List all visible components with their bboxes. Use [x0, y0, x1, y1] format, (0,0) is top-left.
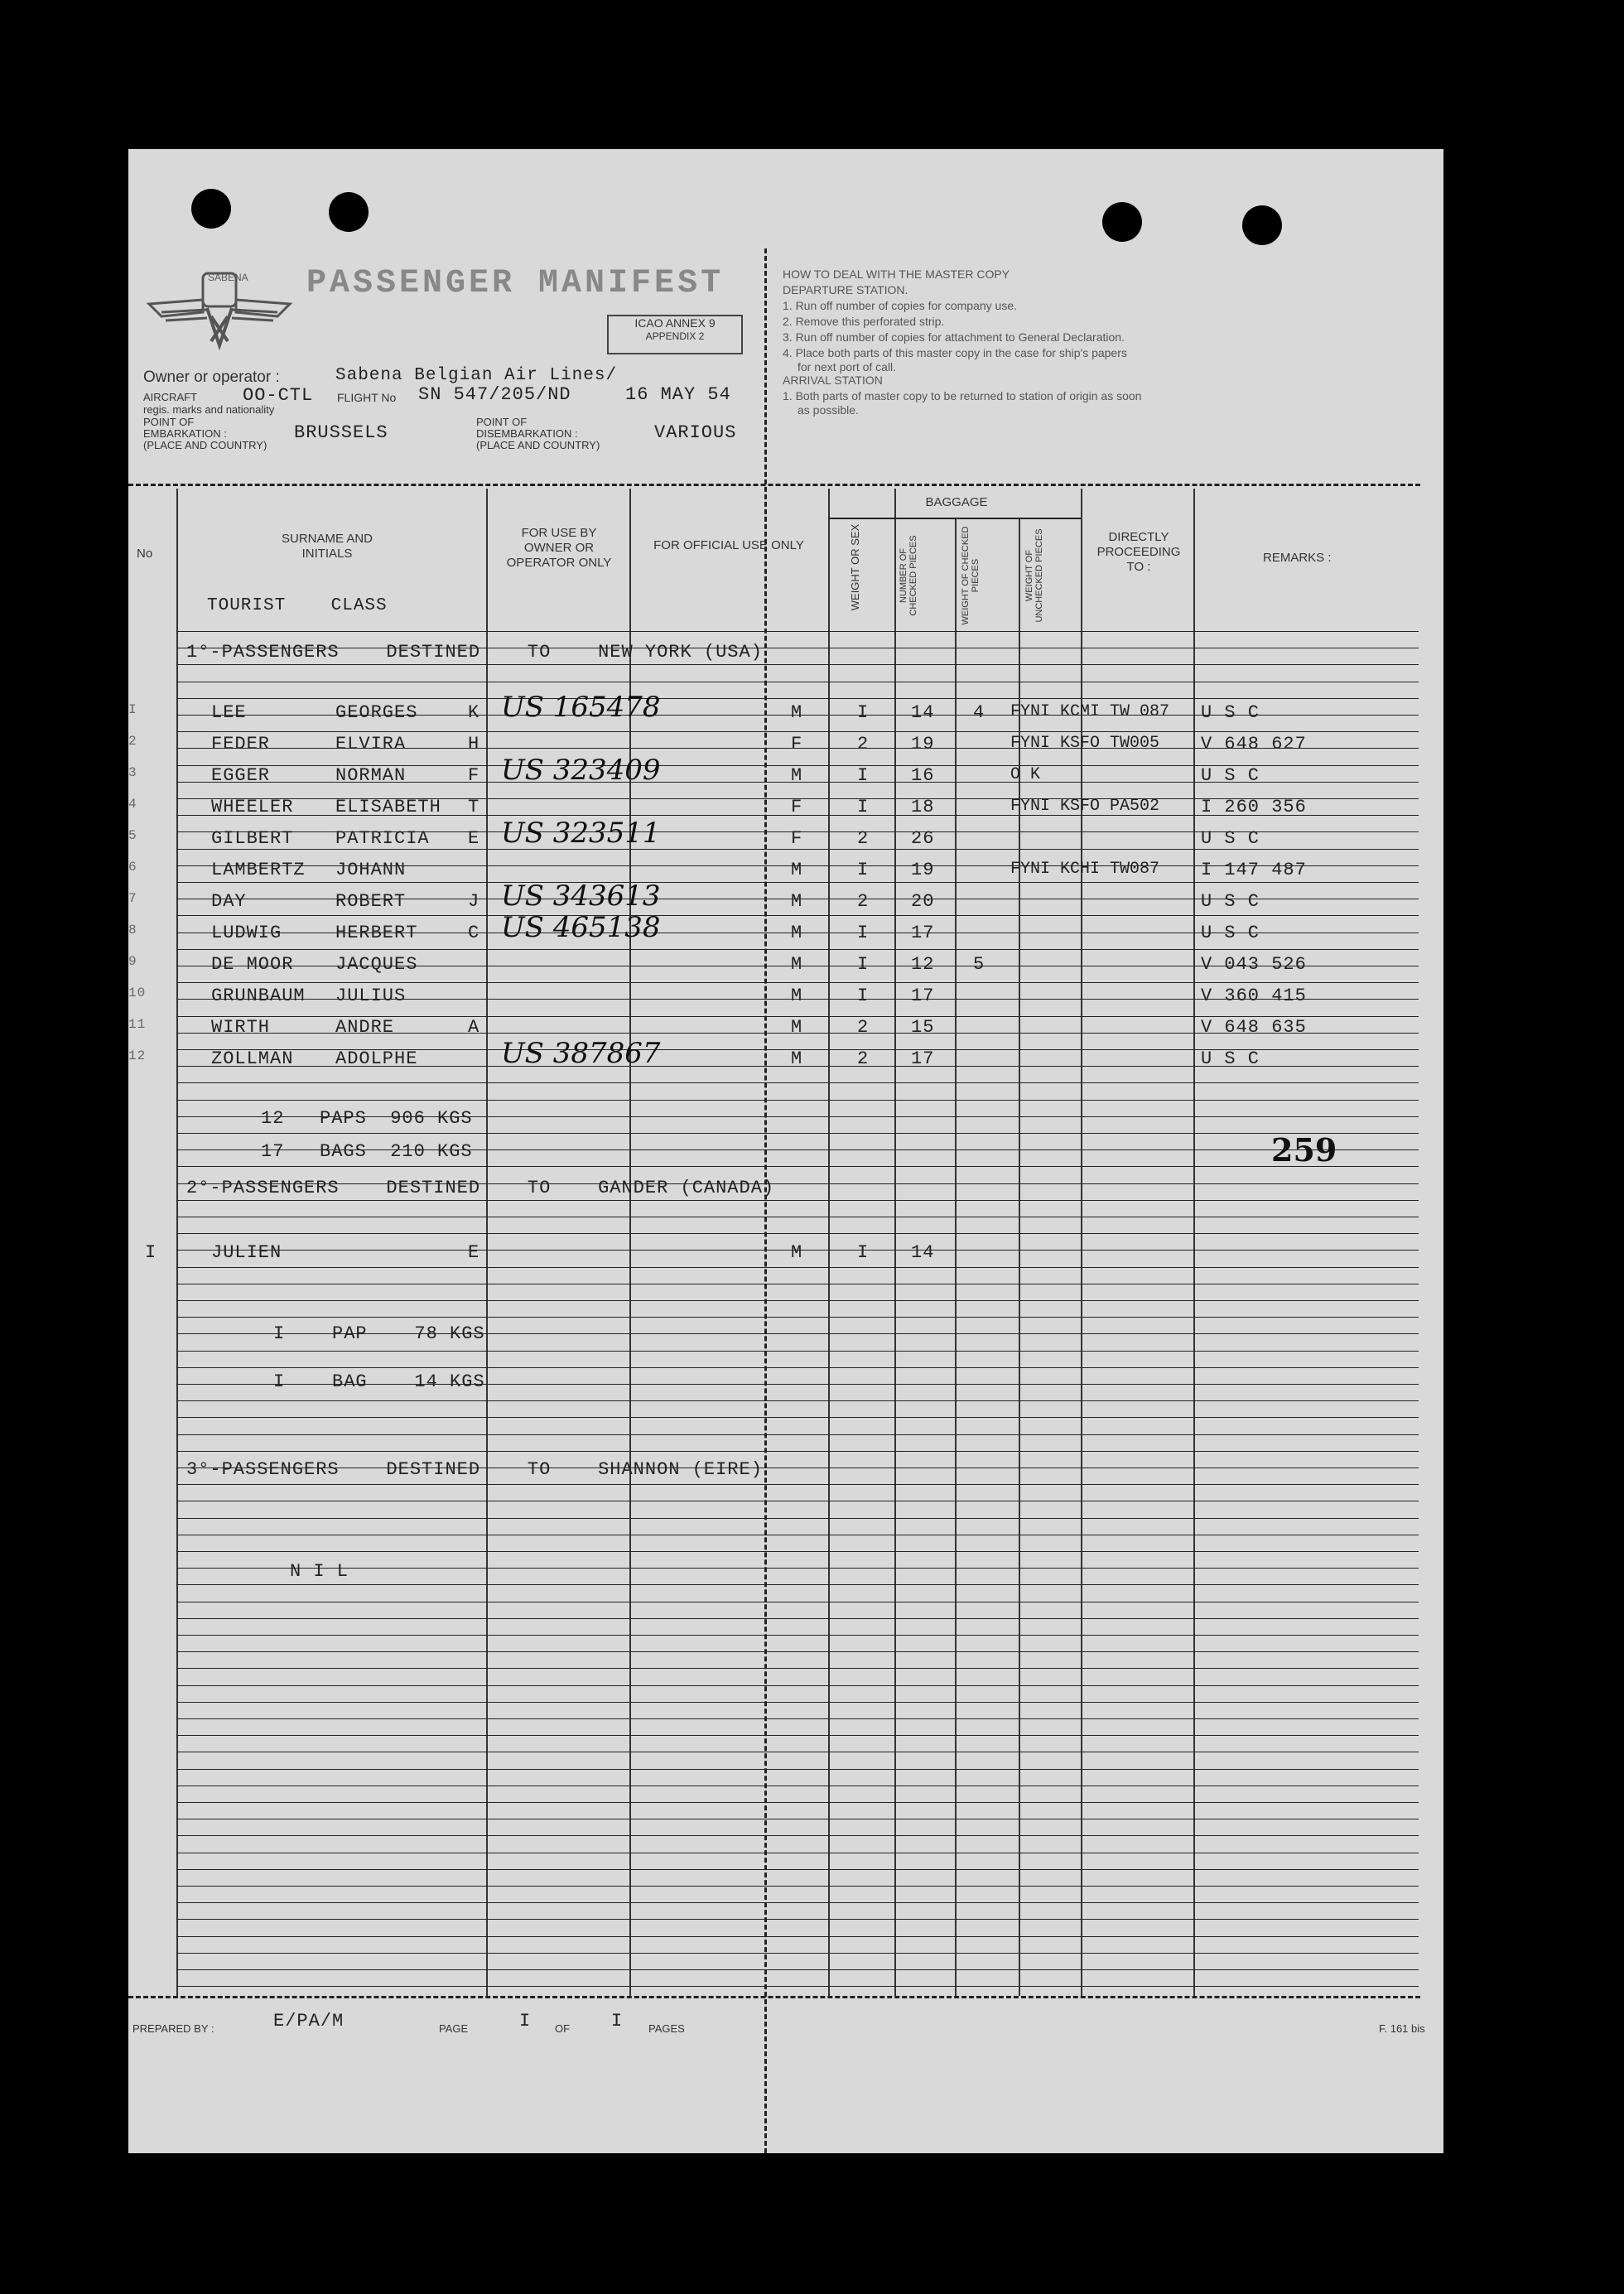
ruled-line [176, 982, 1419, 983]
passenger-sex: F [791, 797, 803, 817]
aircraft-label: AIRCRAFT [143, 391, 197, 403]
passenger-no: 3 [128, 765, 137, 780]
passenger-firstname: JACQUES [335, 954, 418, 975]
passenger-visa: US 343613 [501, 880, 661, 913]
ruled-line [176, 698, 1419, 699]
embark-label1: POINT OF [143, 416, 195, 428]
manifest-sheet [128, 149, 1443, 2153]
passenger-weight: 26 [911, 828, 935, 849]
gander-no: I [145, 1242, 157, 1263]
passenger-weight: 17 [911, 923, 935, 943]
page-label: PAGE [439, 2022, 469, 2035]
ruled-line [176, 1969, 1419, 1970]
passenger-proceeding: O K [1010, 765, 1041, 784]
col-owner-use: FOR USE BY OWNER OR OPERATOR ONLY [506, 526, 612, 570]
ruled-line [176, 1936, 1419, 1937]
passenger-pieces: I [857, 954, 870, 975]
instruction-a1b: as possible. [798, 403, 859, 417]
total-paps-gander: I PAP 78 KGS [273, 1323, 485, 1344]
ruled-line [176, 1718, 1419, 1719]
ruled-line [176, 1133, 1419, 1134]
passenger-pieces: 2 [857, 1048, 870, 1069]
col-line [955, 518, 957, 1996]
ruled-line [176, 1702, 1419, 1703]
passenger-pieces: 2 [857, 891, 870, 912]
passenger-sex: M [791, 923, 803, 943]
passenger-visa: US 323409 [501, 754, 661, 787]
passenger-surname: WHEELER [211, 797, 294, 817]
passenger-firstname: ELVIRA [335, 734, 407, 754]
ruled-line [176, 1902, 1419, 1903]
passenger-weight: 17 [911, 986, 935, 1006]
embark-sub: (PLACE AND COUNTRY) [143, 439, 267, 451]
flight-label: FLIGHT No [337, 391, 397, 404]
passenger-sex: M [791, 702, 803, 723]
ruled-line [176, 1568, 1419, 1569]
shannon-nil: N I L [290, 1561, 349, 1582]
ruled-line [176, 1835, 1419, 1836]
ruled-line [176, 1082, 1419, 1083]
logo-text: SABENA [208, 272, 248, 283]
ruled-line [176, 1668, 1419, 1669]
passenger-remarks: U S C [1201, 891, 1260, 912]
ruled-line [176, 1886, 1419, 1887]
col-class: TOURIST CLASS [207, 596, 388, 615]
passenger-no: 6 [128, 860, 137, 875]
owner-label: Owner or operator : [143, 369, 280, 386]
passenger-remarks: U S C [1201, 923, 1260, 943]
ruled-line [176, 1551, 1419, 1552]
passenger-surname: LUDWIG [211, 923, 282, 943]
passenger-surname: FEDER [211, 734, 271, 754]
passenger-initial: T [468, 797, 480, 817]
baggage-underline [828, 518, 1081, 519]
flight-date: 16 MAY 54 [625, 384, 731, 405]
ruled-line [176, 1685, 1419, 1686]
icao-line1: ICAO ANNEX 9 [634, 316, 716, 330]
passenger-unchecked: 5 [973, 954, 985, 975]
disembark-value: VARIOUS [654, 422, 737, 443]
instruction-d2: 2. Remove this perforated strip. [783, 315, 945, 328]
passenger-surname: DAY [211, 891, 247, 912]
instructions-block [783, 267, 1313, 416]
ruled-line [176, 1618, 1419, 1619]
passenger-remarks: U S C [1201, 828, 1260, 849]
punch-hole [191, 189, 231, 229]
ruled-line [176, 664, 1419, 665]
form-code: F. 161 bis [1379, 2022, 1425, 2035]
perforation-bottom [128, 1996, 1420, 1998]
flight-value: SN 547/205/ND [418, 384, 571, 405]
col-official-use: FOR OFFICIAL USE ONLY [653, 538, 804, 552]
passenger-firstname: JOHANN [335, 860, 407, 880]
col-remarks: REMARKS : [1263, 551, 1332, 565]
passenger-no: 4 [128, 797, 137, 812]
passenger-weight: 16 [911, 765, 935, 786]
passenger-remarks: I 260 356 [1201, 797, 1307, 817]
total-paps-ny: 12 PAPS 906 KGS [261, 1108, 473, 1129]
ruled-line [176, 949, 1419, 950]
ruled-line [176, 1100, 1419, 1101]
ruled-line [176, 1200, 1419, 1201]
ruled-line [176, 1300, 1419, 1301]
passenger-remarks: V 360 415 [1201, 986, 1307, 1006]
col-no: No [137, 547, 153, 561]
passenger-initial: H [468, 734, 480, 754]
passenger-remarks: V 648 635 [1201, 1017, 1307, 1038]
passenger-no: 8 [128, 923, 137, 937]
passenger-no: 9 [128, 954, 137, 969]
passenger-proceeding: FYNI KSFO TW005 [1010, 734, 1160, 753]
page-stamp: 259 [1271, 1131, 1337, 1169]
ruled-line [176, 1986, 1419, 1987]
aircraft-sub: regis. marks and nationality [143, 403, 275, 416]
passenger-sex: M [791, 765, 803, 786]
passenger-proceeding: FYNI KCHI TW087 [1010, 860, 1160, 879]
ruled-line [176, 1400, 1419, 1401]
disembark-label2: DISEMBARKATION : [476, 427, 578, 440]
embark-value: BRUSSELS [294, 422, 388, 443]
passenger-weight: 18 [911, 797, 935, 817]
passenger-visa: US 387867 [501, 1037, 661, 1070]
passenger-remarks: U S C [1201, 702, 1260, 723]
col-wt-checked: WEIGHT OF CHECKED PIECES [961, 526, 981, 625]
ruled-line [176, 1434, 1419, 1435]
passenger-pieces: I [857, 986, 870, 1006]
col-num-checked: NUMBER OF CHECKED PIECES [899, 535, 918, 616]
ruled-line [176, 1351, 1419, 1352]
section-shannon: 3°-PASSENGERS DESTINED TO SHANNON (EIRE) [186, 1459, 763, 1480]
passenger-pieces: I [857, 797, 870, 817]
instruction-d3: 3. Run off number of copies for attachment to General Declaration. [783, 330, 1125, 344]
gander-surname: JULIEN [211, 1242, 282, 1263]
total-bags-gander: I BAG 14 KGS [273, 1371, 485, 1392]
ruled-line [176, 915, 1419, 916]
passenger-remarks: U S C [1201, 765, 1260, 786]
passenger-firstname: ADOLPHE [335, 1048, 418, 1069]
ruled-line [176, 1869, 1419, 1870]
passenger-weight: 12 [911, 954, 935, 975]
ruled-line [176, 882, 1419, 883]
ruled-line [176, 1367, 1419, 1368]
passenger-no: 11 [128, 1017, 147, 1032]
instruction-d4a: 4. Place both parts of this master copy in the case for ship's papers [783, 346, 1127, 359]
ruled-line [176, 1735, 1419, 1736]
instruction-d4b: for next port of call. [798, 360, 897, 373]
col-directly: DIRECTLY PROCEEDING TO : [1096, 530, 1181, 574]
icao-box [607, 315, 743, 354]
ruled-line [176, 1802, 1419, 1803]
icao-line2: APPENDIX 2 [645, 330, 705, 342]
passenger-sex: M [791, 891, 803, 912]
passenger-firstname: ROBERT [335, 891, 407, 912]
passenger-firstname: ELISABETH [335, 797, 441, 817]
ruled-line [176, 731, 1419, 732]
pages-label: PAGES [648, 2022, 685, 2035]
passenger-weight: 20 [911, 891, 935, 912]
passenger-sex: M [791, 986, 803, 1006]
ruled-line [176, 1651, 1419, 1652]
passenger-sex: M [791, 1048, 803, 1069]
passenger-initial: K [468, 702, 480, 723]
passenger-sex: M [791, 860, 803, 880]
passenger-pieces: 2 [857, 1017, 870, 1038]
col-baggage: BAGGAGE [925, 495, 988, 509]
passenger-surname: GRUNBAUM [211, 986, 306, 1006]
ruled-line [176, 1769, 1419, 1770]
ruled-line [176, 1919, 1419, 1920]
passenger-sex: M [791, 1017, 803, 1038]
passenger-sex: M [791, 954, 803, 975]
passenger-no: 10 [128, 986, 147, 1000]
passenger-surname: ZOLLMAN [211, 1048, 294, 1069]
col-surname: SURNAME AND INITIALS [281, 532, 373, 561]
ruled-line [176, 1317, 1419, 1318]
col-weight-sex: WEIGHT OR SEX [849, 523, 861, 611]
passenger-firstname: PATRICIA [335, 828, 430, 849]
perforation-vertical [764, 248, 767, 2153]
ruled-line [176, 1953, 1419, 1954]
embark-label2: EMBARKATION : [143, 427, 227, 440]
passenger-weight: 15 [911, 1017, 935, 1038]
punch-hole [329, 192, 369, 232]
passenger-initial: C [468, 923, 480, 943]
passenger-remarks: U S C [1201, 1048, 1260, 1069]
gander-pieces: I [857, 1242, 870, 1263]
perforation-horizontal [128, 484, 1420, 486]
ruled-line [176, 1233, 1419, 1234]
punch-hole [1242, 205, 1282, 245]
of-label: OF [555, 2022, 571, 2035]
passenger-surname: GILBERT [211, 828, 294, 849]
prepared-value: E/PA/M [273, 2011, 345, 2031]
instructions-title: HOW TO DEAL WITH THE MASTER COPY [783, 267, 1010, 281]
passenger-surname: DE MOOR [211, 954, 294, 975]
passenger-proceeding: FYNI KCMI TW 087 [1010, 702, 1170, 721]
passenger-surname: LAMBERTZ [211, 860, 306, 880]
section-gander: 2°-PASSENGERS DESTINED TO GANDER (CANADA) [186, 1178, 775, 1198]
passenger-pieces: I [857, 923, 870, 943]
ruled-line [176, 1417, 1419, 1418]
total-bags-ny: 17 BAGS 210 KGS [261, 1141, 473, 1162]
form-title: PASSENGER MANIFEST [306, 265, 725, 302]
passenger-weight: 19 [911, 860, 935, 880]
page-value: I [519, 2011, 532, 2031]
disembark-sub: (PLACE AND COUNTRY) [476, 439, 600, 451]
passenger-initial: E [468, 828, 480, 849]
gander-weight: 14 [911, 1242, 935, 1263]
ruled-line [176, 1267, 1419, 1268]
departure-label: DEPARTURE STATION. [783, 283, 908, 296]
ruled-line [176, 1166, 1419, 1167]
prepared-label: PREPARED BY : [133, 2022, 214, 2035]
punch-hole [1102, 202, 1142, 242]
instruction-a1a: 1. Both parts of master copy to be returned to station of origin as soon [783, 389, 1142, 402]
passenger-pieces: 2 [857, 828, 870, 849]
passenger-weight: 17 [911, 1048, 935, 1069]
passenger-proceeding: FYNI KSFO PA502 [1010, 797, 1160, 816]
passenger-no: I [128, 702, 137, 717]
col-wt-unchecked: WEIGHT OF UNCHECKED PIECES [1024, 528, 1044, 623]
passenger-pieces: I [857, 765, 870, 786]
passenger-sex: F [791, 828, 803, 849]
ruled-line [176, 1484, 1419, 1485]
passenger-initial: A [468, 1017, 480, 1038]
passenger-unchecked: 4 [973, 702, 985, 723]
passenger-firstname: JULIUS [335, 986, 407, 1006]
passenger-visa: US 323511 [501, 817, 661, 850]
owner-value: Sabena Belgian Air Lines/ [335, 366, 618, 385]
passenger-remarks: V 648 627 [1201, 734, 1307, 754]
ruled-line [176, 1584, 1419, 1585]
passenger-visa: US 465138 [501, 911, 661, 944]
passenger-firstname: ANDRE [335, 1017, 395, 1038]
passenger-firstname: NORMAN [335, 765, 407, 786]
instruction-d1: 1. Run off number of copies for company use. [783, 299, 1018, 312]
passenger-no: 7 [128, 891, 137, 906]
of-value: I [611, 2011, 624, 2031]
arrival-label: ARRIVAL STATION [783, 373, 883, 387]
ruled-line [176, 1635, 1419, 1636]
ruled-line [176, 631, 1419, 632]
ruled-line [176, 849, 1419, 850]
passenger-no: 5 [128, 828, 137, 843]
passenger-surname: EGGER [211, 765, 271, 786]
section-new-york: 1°-PASSENGERS DESTINED TO NEW YORK (USA) [186, 642, 763, 663]
passenger-initial: J [468, 891, 480, 912]
aircraft-value: OO-CTL [243, 385, 314, 406]
passenger-surname: LEE [211, 702, 247, 723]
passenger-weight: 14 [911, 702, 935, 723]
passenger-firstname: GEORGES [335, 702, 418, 723]
passenger-weight: 19 [911, 734, 935, 754]
gander-init: E [468, 1242, 480, 1263]
passenger-no: 2 [128, 734, 137, 749]
passenger-remarks: I 147 487 [1201, 860, 1307, 880]
disembark-label1: POINT OF [476, 416, 528, 428]
passenger-pieces: 2 [857, 734, 870, 754]
passenger-visa: US 165478 [501, 691, 661, 724]
ruled-line [176, 1451, 1419, 1452]
passenger-sex: F [791, 734, 803, 754]
ruled-line [176, 1518, 1419, 1519]
passenger-remarks: V 043 526 [1201, 954, 1307, 975]
passenger-initial: F [468, 765, 480, 786]
passenger-pieces: I [857, 702, 870, 723]
passenger-firstname: HERBERT [335, 923, 418, 943]
passenger-pieces: I [857, 860, 870, 880]
gander-sex: M [791, 1242, 803, 1263]
passenger-surname: WIRTH [211, 1017, 271, 1038]
passenger-no: 12 [128, 1048, 147, 1063]
